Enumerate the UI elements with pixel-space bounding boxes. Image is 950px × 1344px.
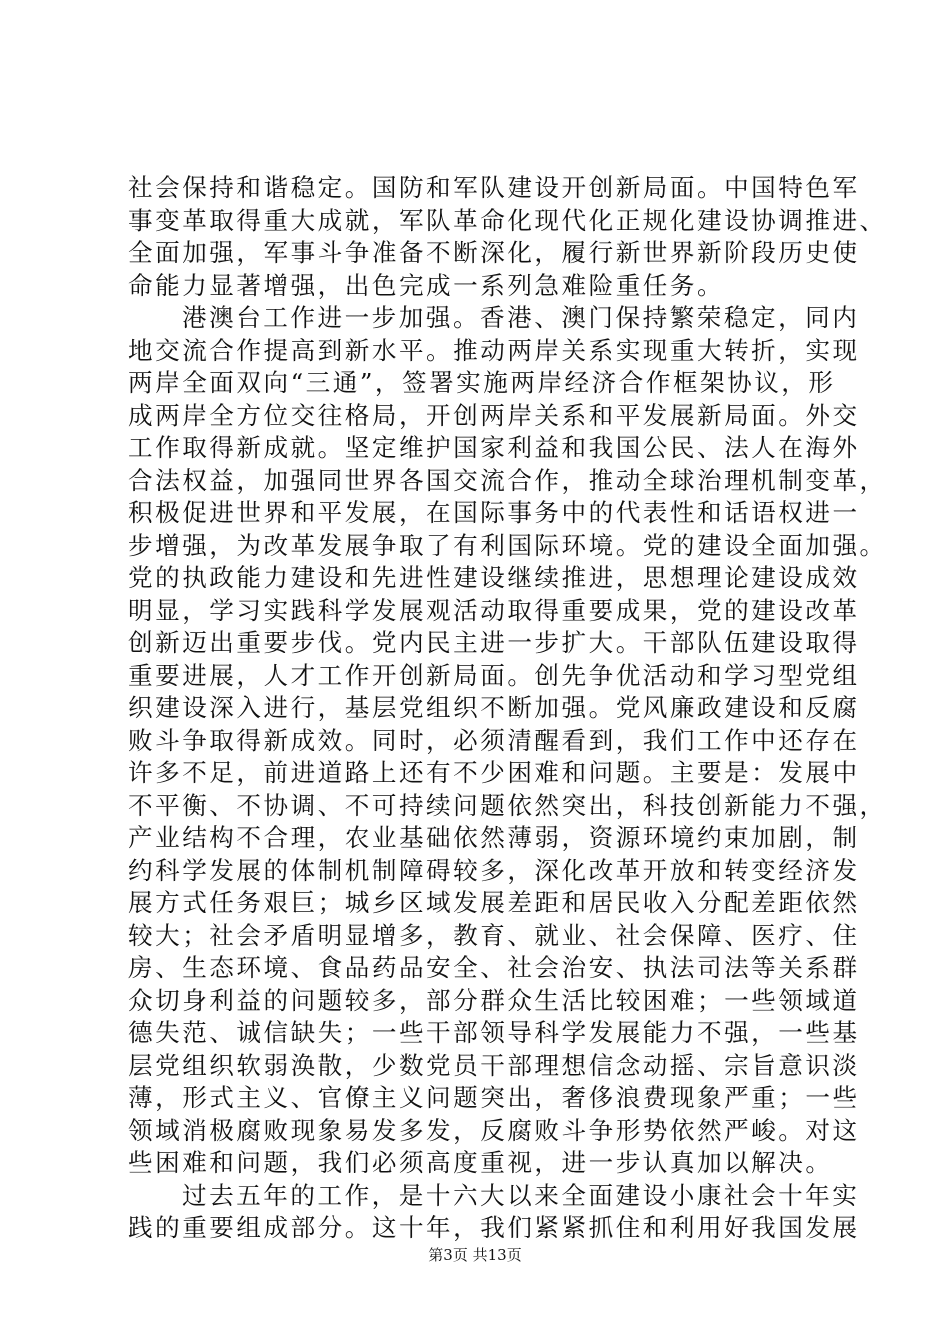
text-line: 成两岸全方位交往格局，开创两岸关系和平发展新局面。外交 [128, 400, 860, 430]
page-footer: 第3页 共13页 [428, 1246, 522, 1264]
text-line: 两岸全面双向“三通”，签署实施两岸经济合作框架协议，形 [128, 368, 836, 397]
text-line: 地交流合作提高到新水平。推动两岸关系实现重大转折，实现 [128, 335, 860, 365]
text-line: 薄，形式主义、官僚主义问题突出，奢侈浪费现象严重；一些 [128, 1083, 860, 1112]
text-line: 命能力显著增强，出色完成一系列急难险重任务。 [128, 270, 725, 300]
text-line: 重要进展，人才工作开创新局面。创先争优活动和学习型党组 [128, 660, 860, 690]
text-line: 创新迈出重要步伐。党内民主进一步扩大。干部队伍建设取得 [128, 628, 860, 657]
text-line: 展方式任务艰巨；城乡区域发展差距和居民收入分配差距依然 [128, 888, 860, 917]
text-line: 房、生态环境、食品药品安全、社会治安、执法司法等关系群 [128, 953, 860, 982]
text-line: 践的重要组成部分。这十年，我们紧紧抓住和利用好我国发展 [128, 1213, 860, 1242]
text-line: 领域消极腐败现象易发多发，反腐败斗争形势依然严峻。对这 [128, 1115, 860, 1145]
text-line: 约科学发展的体制机制障碍较多，深化改革开放和转变经济发 [128, 855, 860, 885]
text-line: 明显，学习实践科学发展观活动取得重要成果，党的建设改革 [128, 595, 860, 625]
text-line: 层党组织软弱涣散，少数党员干部理想信念动摇、宗旨意识淡 [128, 1050, 860, 1080]
text-line: 积极促进世界和平发展，在国际事务中的代表性和话语权进一 [128, 498, 860, 527]
text-line: 党的执政能力建设和先进性建设继续推进，思想理论建设成效 [128, 563, 860, 592]
paragraph-start-line: 过去五年的工作，是十六大以来全面建设小康社会十年实 [182, 1180, 860, 1210]
text-line: 德失范、诚信缺失；一些干部领导科学发展能力不强，一些基 [128, 1018, 860, 1047]
text-line: 合法权益，加强同世界各国交流合作，推动全球治理机制变革， [128, 465, 887, 495]
text-line: 些困难和问题，我们必须高度重视，进一步认真加以解决。 [128, 1148, 833, 1177]
text-line: 不平衡、不协调、不可持续问题依然突出，科技创新能力不强， [128, 790, 887, 820]
text-line: 织建设深入进行，基层党组织不断加强。党风廉政建设和反腐 [128, 693, 860, 722]
text-line: 社会保持和谐稳定。国防和军队建设开创新局面。中国特色军 [128, 173, 860, 202]
text-line: 工作取得新成就。坚定维护国家利益和我国公民、法人在海外 [128, 433, 860, 462]
text-line: 全面加强，军事斗争准备不断深化，履行新世界新阶段历史使 [128, 238, 860, 267]
text-line: 步增强，为改革发展争取了有利国际环境。党的建设全面加强。 [128, 530, 887, 560]
text-line: 产业结构不合理，农业基础依然薄弱，资源环境约束加剧，制 [128, 823, 860, 852]
body-text [128, 172, 887, 1245]
text-line: 事变革取得重大成就，军队革命化现代化正规化建设协调推进、 [128, 205, 887, 235]
text-line: 许多不足，前进道路上还有不少困难和问题。主要是：发展中 [128, 758, 860, 787]
text-line: 败斗争取得新成效。同时，必须清醒看到，我们工作中还存在 [128, 725, 860, 755]
text-line: 较大；社会矛盾明显增多，教育、就业、社会保障、医疗、住 [128, 920, 860, 950]
paragraph-start-line: 港澳台工作进一步加强。香港、澳门保持繁荣稳定，同内 [182, 303, 860, 332]
text-line: 众切身利益的问题较多，部分群众生活比较困难；一些领域道 [128, 985, 860, 1015]
